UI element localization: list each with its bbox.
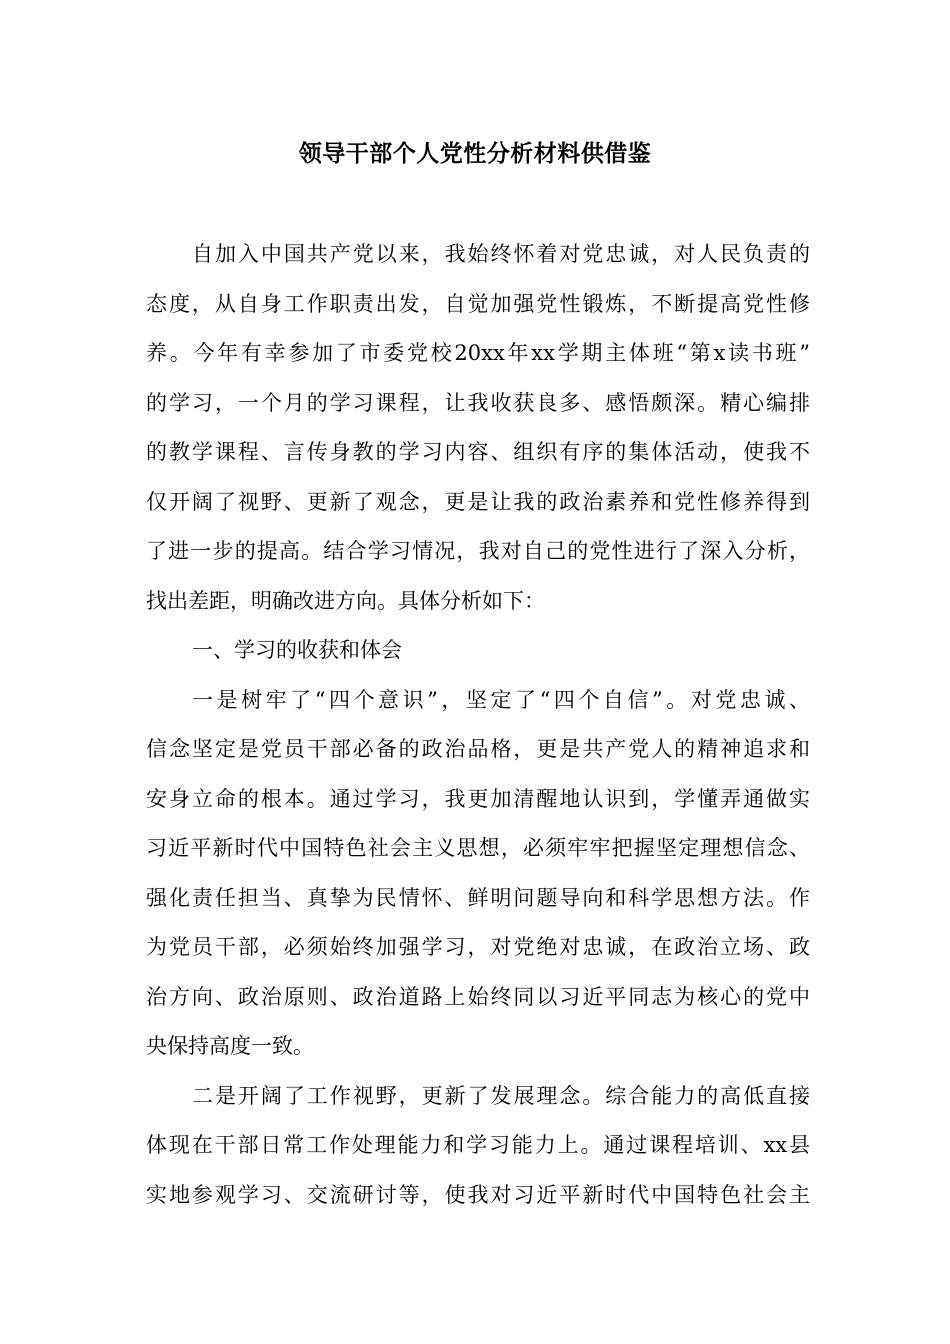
paragraph-line: 实地参观学习、交流研讨等，使我对习近平新时代中国特色社会主: [146, 1182, 810, 1207]
paragraph-line: 安身立命的根本。通过学习，我更加清醒地认识到，学懂弄通做实: [146, 786, 810, 811]
paragraph-line: 央保持高度一致。: [146, 1034, 314, 1058]
section-heading: 一、学习的收获和体会: [192, 638, 402, 662]
paragraph-line: 的学习，一个月的学习课程，让我收获良多、感悟颇深。精心编排: [146, 390, 810, 415]
paragraph-line: 强化责任担当、真挚为民情怀、鲜明问题导向和科学思想方法。作: [146, 885, 810, 910]
paragraph-line: 态度，从自身工作职责出发，自觉加强党性锻炼，不断提高党性修: [146, 291, 810, 316]
paragraph-line: 养。今年有幸参加了市委党校20xx年xx学期主体班“第x读书班”: [146, 341, 810, 365]
paragraph-line: 为党员干部，必须始终加强学习，对党绝对忠诚，在政治立场、政: [146, 935, 810, 959]
paragraph-line: 了进一步的提高。结合学习情况，我对自己的党性进行了深入分析，: [146, 539, 810, 563]
paragraph-line: 信念坚定是党员干部必备的政治品格，更是共产党人的精神追求和: [146, 737, 810, 761]
document-title: 领导干部个人党性分析材料供借鉴: [298, 140, 652, 167]
paragraph-line: 一是树牢了“四个意识”，坚定了“四个自信”。对党忠诚、: [192, 687, 810, 712]
paragraph-line: 仅开阔了视野、更新了观念，更是让我的政治素养和党性修养得到: [146, 489, 810, 514]
paragraph-line: 习近平新时代中国特色社会主义思想，必须牢牢把握坚定理想信念、: [146, 836, 810, 860]
document-body: [146, 230, 810, 1220]
paragraph-line: 找出差距，明确改进方向。具体分析如下：: [146, 588, 545, 613]
paragraph-line: 体现在干部日常工作处理能力和学习能力上。通过课程培训、xx县: [146, 1133, 810, 1157]
paragraph-line: 治方向、政治原则、政治道路上始终同以习近平同志为核心的党中: [146, 984, 810, 1009]
paragraph-line: 的教学课程、言传身教的学习内容、组织有序的集体活动，使我不: [146, 440, 810, 464]
paragraph-line: 二是开阔了工作视野，更新了发展理念。综合能力的高低直接: [192, 1083, 810, 1108]
paragraph-line: 自加入中国共产党以来，我始终怀着对党忠诚，对人民负责的: [192, 242, 810, 266]
